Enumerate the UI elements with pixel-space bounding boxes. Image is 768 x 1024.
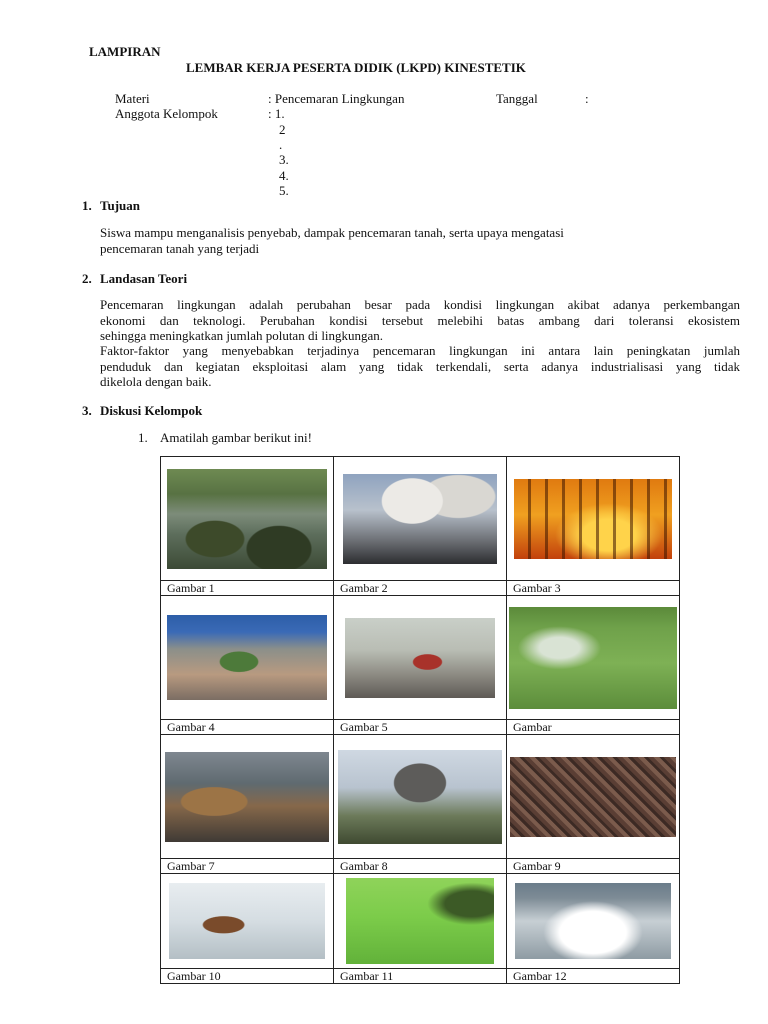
anggota-item-1: : 1. [268,106,285,121]
landasan-line: dikelola dengan baik. [100,374,212,389]
gallery-caption: Gambar 2 [334,581,507,596]
gallery-cell [507,874,680,969]
gallery-caption: Gambar 5 [334,720,507,735]
gallery-cell [334,596,507,720]
foam-river-photo [515,883,671,959]
tujuan-paragraph [100,225,740,256]
gallery-caption: Gambar 9 [507,859,680,874]
gallery-caption-row [161,969,680,984]
gallery-image-row [161,874,680,969]
anggota-item-2-dot: . [279,137,283,152]
scrap-waste-photo [510,757,676,837]
diskusi-item-text: Amatilah gambar berikut ini! [160,430,312,445]
section-heading-diskusi: Diskusi Kelompok [100,403,203,418]
gallery-caption: Gambar 11 [334,969,507,984]
gallery-cell [334,457,507,581]
landasan-line: sehingga meningkatkan jumlah polutan di lingkungan. [100,328,384,343]
landasan-line: penduduk dan kegiatan eksploitasi alam yang tidak terkendali, serta adanya industrialisasi yang tidak [100,358,740,374]
image-gallery-table [160,456,680,984]
landasan-paragraph-2 [100,343,740,390]
gallery-caption: Gambar 7 [161,859,334,874]
landasan-line: ekonomi dan teknologi. Perubahan kondisi tersebut melebihi batas ambang dari toleransi ekosistem [100,312,740,328]
landasan-line: Faktor-faktor yang menyebabkan terjadinya pencemaran lingkungan ini antara lain peningkatan jumlah [100,343,740,358]
lampiran-label: LAMPIRAN [89,44,161,59]
gallery-cell [507,596,680,720]
factory-smoke-photo [343,474,497,564]
flood-photo [165,752,329,842]
anggota-item-3: 3. [279,152,289,167]
materi-value: : Pencemaran Lingkungan [268,91,405,106]
vehicle-exhaust-photo [345,618,495,698]
algae-pond-photo [346,878,494,964]
gallery-cell [507,735,680,859]
tanggal-label: Tanggal [496,91,538,106]
diskusi-item-number: 1. [138,430,148,445]
materi-label: Materi [115,91,150,106]
gallery-cell [161,457,334,581]
document-title: LEMBAR KERJA PESERTA DIDIK (LKPD) KINESTETIK [186,60,526,75]
section-number-diskusi: 3. [82,403,92,418]
gallery-caption: Gambar 8 [334,859,507,874]
gallery-cell [334,874,507,969]
river-pollution-photo [167,469,327,569]
section-number-tujuan: 1. [82,198,92,213]
anggota-item-2: 2 [279,122,286,137]
gallery-caption: Gambar 3 [507,581,680,596]
section-number-landasan: 2. [82,271,92,286]
pesticide-spraying-photo [509,607,677,709]
gallery-image-row [161,596,680,720]
gallery-caption-row [161,720,680,735]
forest-fire-photo [514,479,672,559]
anggota-item-5: 5. [279,183,289,198]
gallery-caption: Gambar [507,720,680,735]
gallery-cell [161,596,334,720]
landasan-line: Pencemaran lingkungan adalah perubahan besar pada kondisi lingkungan akibat adanya perkembangan [100,297,740,312]
volcano-eruption-photo [338,750,502,844]
gallery-cell [334,735,507,859]
gallery-caption: Gambar 10 [161,969,334,984]
tanggal-colon: : [585,91,589,106]
gallery-image-row [161,457,680,581]
gallery-caption: Gambar 1 [161,581,334,596]
section-heading-tujuan: Tujuan [100,198,140,213]
anggota-label: Anggota Kelompok [115,106,218,121]
tujuan-line: pencemaran tanah yang terjadi [100,240,260,256]
gallery-caption-row [161,581,680,596]
gallery-caption: Gambar 12 [507,969,680,984]
anggota-item-4: 4. [279,168,289,183]
gallery-caption: Gambar 4 [161,720,334,735]
gallery-image-row [161,735,680,859]
gallery-cell [161,735,334,859]
protest-river-photo [169,883,325,959]
landasan-paragraph-1 [100,297,740,344]
gallery-cell [161,874,334,969]
crowded-street-photo [167,615,327,700]
tujuan-line: Siswa mampu menganalisis penyebab, dampak pencemaran tanah, serta upaya mengatasi [100,225,564,240]
section-heading-landasan: Landasan Teori [100,271,188,286]
gallery-caption-row [161,859,680,874]
gallery-cell [507,457,680,581]
